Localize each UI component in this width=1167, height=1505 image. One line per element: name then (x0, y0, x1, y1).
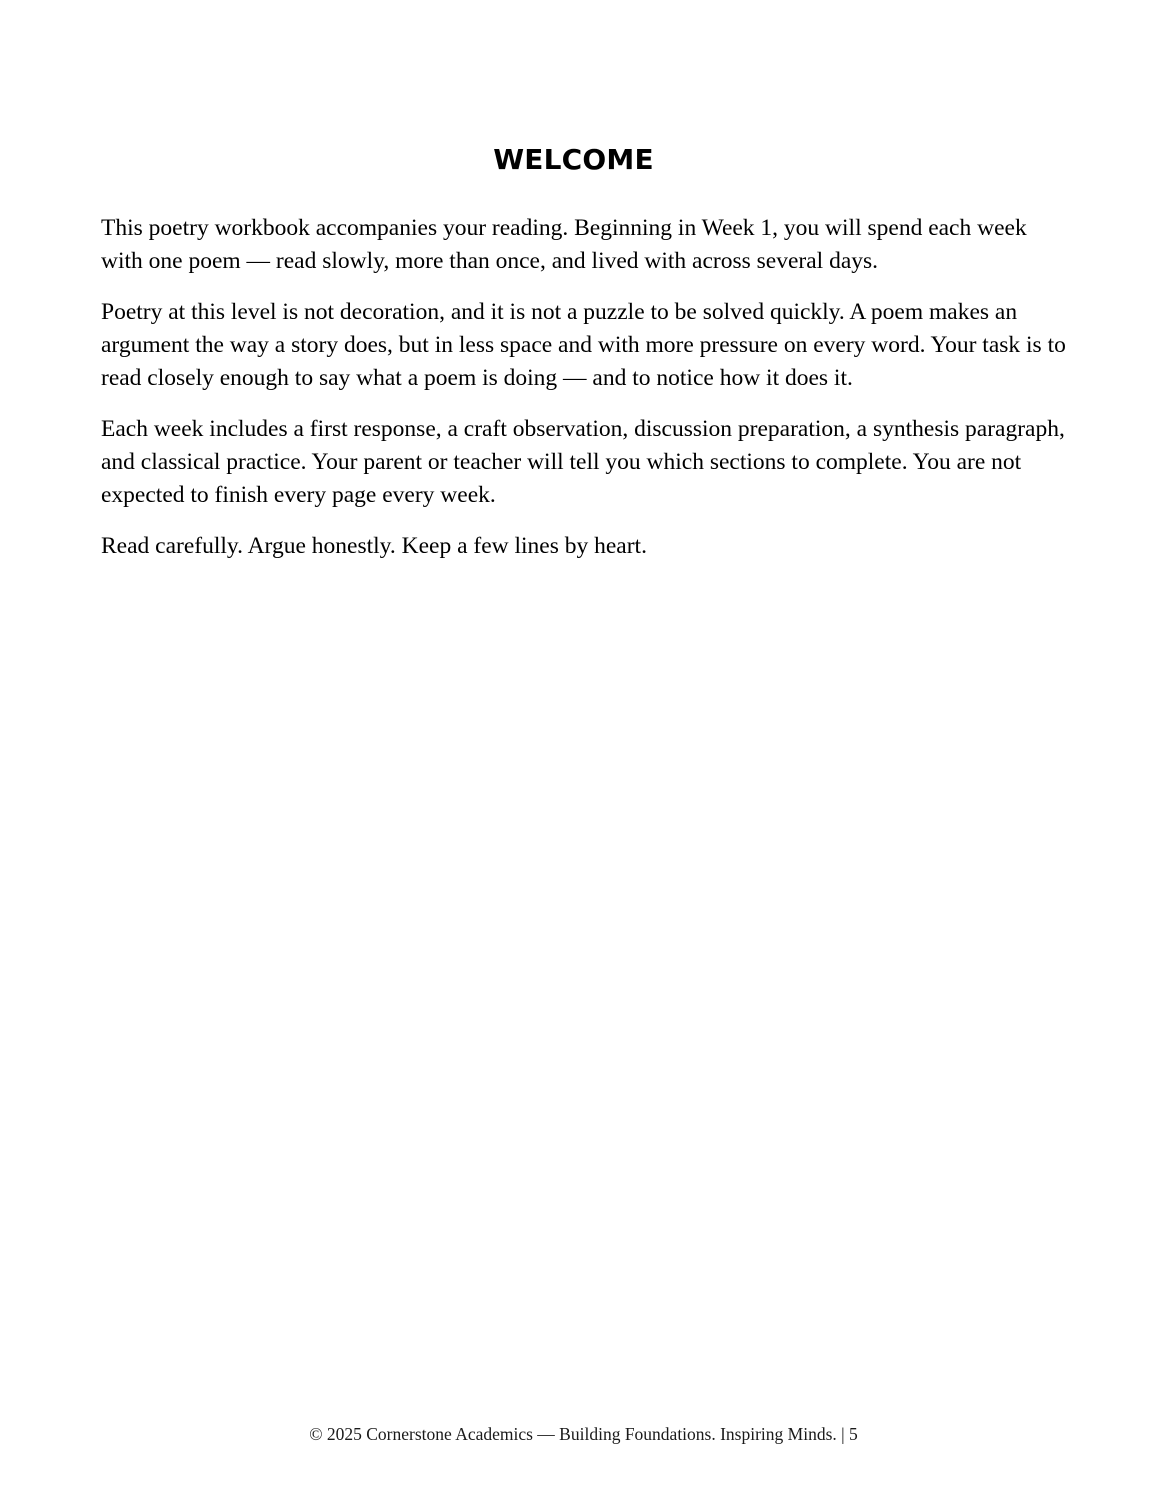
paragraph-purpose: Poetry at this level is not decoration, and it is not a puzzle to be solved quickly. A poem makes an argument the way a story does, but in less space and with more pressure on every word. Your task is to read closely enough to say what a poem is doing — and to notice how it does it. (101, 299, 1066, 391)
paragraph-closing: Read carefully. Argue honestly. Keep a few lines by heart. (101, 533, 647, 559)
page-footer: © 2025 Cornerstone Academics — Building Foundations. Inspiring Minds. | 5 (309, 1424, 858, 1444)
page-title: WELCOME (493, 143, 654, 176)
body-text (101, 212, 1066, 581)
paragraph-intro: This poetry workbook accompanies your reading. Beginning in Week 1, you will spend each week with one poem — read slowly, more than once, and lived with across several days. (101, 215, 1027, 274)
paragraph-weekly-structure: Each week includes a first response, a craft observation, discussion preparation, a synthesis paragraph, and classical practice. Your parent or teacher will tell you which sections to complete. You are not expected to finish every page every week. (101, 416, 1065, 508)
